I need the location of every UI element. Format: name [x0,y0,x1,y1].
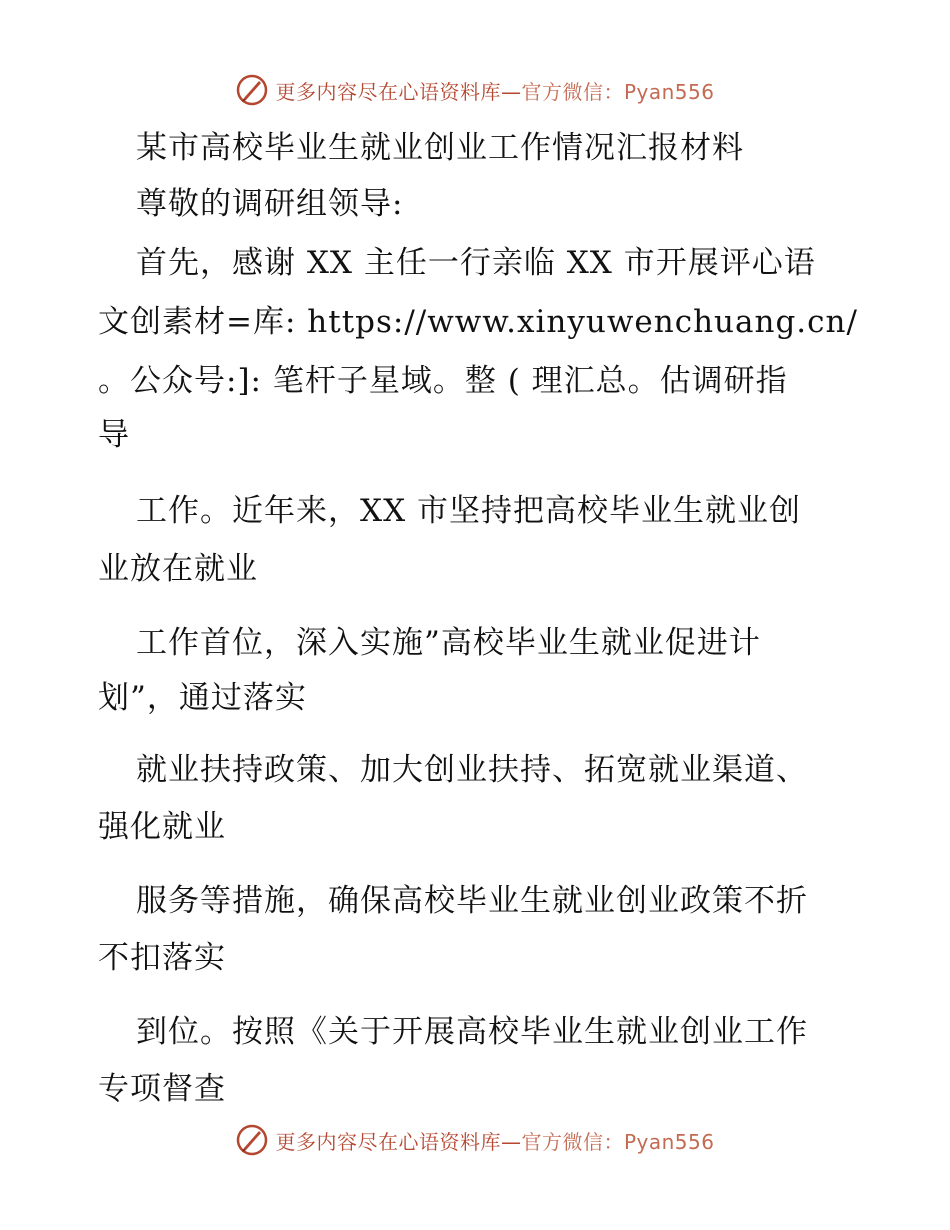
footer-banner-label: 更多内容尽在心语资料库— [275,1129,522,1154]
document-body [98,122,858,1109]
footer-banner [0,1120,950,1160]
footer-banner-wechat: 官方微信：Pyan556 [521,1129,715,1154]
paragraph-line: 首先，感谢 XX 主任一行亲临 XX 市开展评心语 [136,245,816,281]
header-banner [0,70,950,110]
footer-banner-text [275,1126,714,1155]
quill-pen-logo-icon [235,1123,269,1157]
paragraph-line: 强化就业 [98,809,226,845]
paragraph-line: 专项督查 [98,1071,226,1107]
header-banner-text [275,76,714,105]
document-title: 某市高校毕业生就业创业工作情况汇报材料 [136,130,744,166]
paragraph-line: 就业扶持政策、加大创业扶持、拓宽就业渠道、 [136,752,808,788]
paragraph-line: 工作首位，深入实施”高校毕业生就业促进计 [136,625,761,661]
salutation: 尊敬的调研组领导: [136,186,404,222]
header-banner-label: 更多内容尽在心语资料库— [275,79,522,104]
paragraph-line: 文创素材=库: https://www.xinyuwenchuang.cn/ [98,304,858,340]
paragraph-line: 工作。近年来，XX 市坚持把高校毕业生就业创 [136,493,801,529]
paragraph-line: 。公众号:]: 笔杆子星域。整 ( 理汇总。估调研指 [98,363,788,399]
paragraph-line: 划”，通过落实 [98,680,307,716]
paragraph-line: 不扣落实 [98,940,226,976]
paragraph-line: 业放在就业 [98,551,258,587]
paragraph-line: 导 [98,417,130,453]
paragraph-line: 服务等措施，确保高校毕业生就业创业政策不折 [136,883,808,919]
paragraph-line: 到位。按照《关于开展高校毕业生就业创业工作 [136,1014,808,1050]
header-banner-wechat: 官方微信：Pyan556 [521,79,715,104]
quill-pen-logo-icon [235,73,269,107]
